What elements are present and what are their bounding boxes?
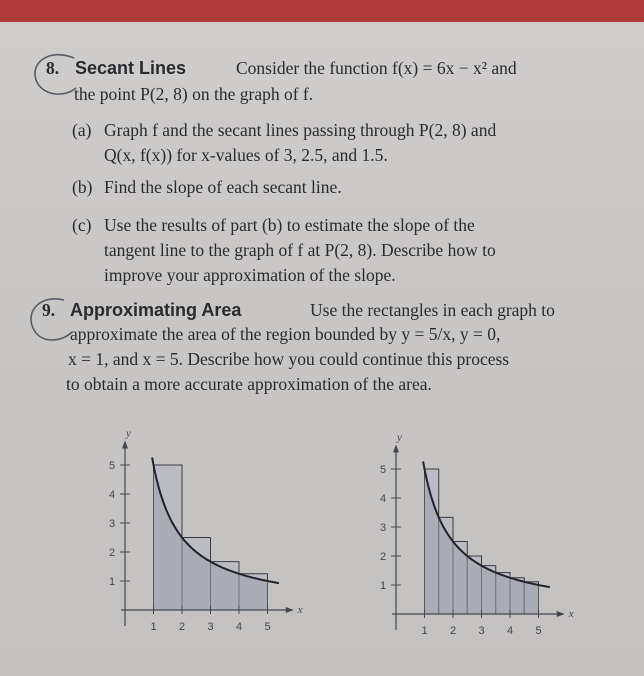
- graph-2-x-axis-label: x: [568, 608, 574, 620]
- x-tick-label: 2: [179, 621, 186, 633]
- problem-8c-line-2: tangent line to the graph of f at P(2, 8). Describe how to: [104, 240, 496, 260]
- x-tick-label: 2: [450, 625, 457, 637]
- pencil-circle-8: [35, 55, 76, 94]
- pencil-circle-9: [31, 299, 72, 340]
- problem-8c-label: (c): [72, 215, 92, 235]
- y-tick-label: 3: [109, 518, 116, 530]
- problem-8-title: Secant Lines: [75, 58, 187, 78]
- y-tick-label: 2: [380, 551, 387, 563]
- problem-8-line-2: the point P(2, 8) on the graph of f.: [74, 84, 314, 104]
- x-tick-label: 5: [264, 621, 271, 633]
- graph-2-y-axis-label: y: [397, 431, 402, 444]
- x-tick-label: 3: [478, 625, 485, 637]
- x-tick-label: 4: [236, 621, 243, 633]
- y-axis-arrow: [393, 445, 399, 453]
- y-tick-label: 3: [380, 522, 387, 534]
- y-tick-label: 4: [109, 489, 116, 501]
- problem-9-line-4: to obtain a more accurate approximation of the area.: [66, 374, 432, 394]
- y-tick-label: 1: [109, 576, 116, 588]
- y-tick-label: 2: [109, 547, 116, 559]
- problem-8a-label: (a): [72, 120, 92, 140]
- region-under-curve: [425, 469, 539, 614]
- x-axis-arrow: [286, 607, 294, 613]
- y-tick-label: 5: [109, 460, 116, 472]
- x-tick-label: 1: [421, 625, 428, 637]
- graph-2-y-ticks: [380, 464, 401, 592]
- problem-9-line-3: x = 1, and x = 5. Describe how you could continue this process: [68, 349, 510, 369]
- y-tick-label: 4: [380, 493, 387, 505]
- problem-8c-line-3: improve your approximation of the slope.: [104, 265, 396, 285]
- graph-1-rectangles: [154, 465, 268, 610]
- problem-9-line-2: approximate the area of the region bounded by y = 5/x, y = 0,: [70, 324, 501, 344]
- problem-9-line-1: Use the rectangles in each graph to: [310, 300, 555, 320]
- graph-1-y-ticks: [109, 460, 130, 588]
- problem-8a-line-1: Graph f and the secant lines passing through P(2, 8) and: [104, 120, 497, 140]
- graph-4-rectangles: [109, 428, 303, 634]
- graph-2-rectangles: [425, 469, 539, 614]
- y-tick-label: 1: [380, 580, 387, 592]
- x-tick-label: 3: [207, 621, 214, 633]
- graph-1-y-axis-label: y: [126, 427, 131, 440]
- problem-8b-line-1: Find the slope of each secant line.: [104, 177, 342, 197]
- problem-8c-line-1: Use the results of part (b) to estimate the slope of the: [104, 215, 475, 235]
- graph-8-rectangles: [380, 432, 574, 638]
- x-tick-label: 5: [535, 625, 542, 637]
- problem-8-line-1: Consider the function f(x) = 6x − x² and: [236, 58, 517, 78]
- y-axis-arrow: [122, 441, 128, 449]
- x-axis-arrow: [557, 611, 565, 617]
- x-tick-label: 4: [507, 625, 514, 637]
- problem-9-number: 9.: [42, 300, 56, 320]
- graph-1-x-axis-label: x: [297, 604, 303, 616]
- y-tick-label: 5: [380, 464, 387, 476]
- problem-9-title: Approximating Area: [70, 300, 242, 320]
- x-tick-label: 1: [150, 621, 157, 633]
- problem-8a-line-2: Q(x, f(x)) for x-values of 3, 2.5, and 1.5.: [104, 145, 388, 165]
- problem-8-number: 8.: [46, 58, 60, 78]
- problem-8b-label: (b): [72, 177, 93, 197]
